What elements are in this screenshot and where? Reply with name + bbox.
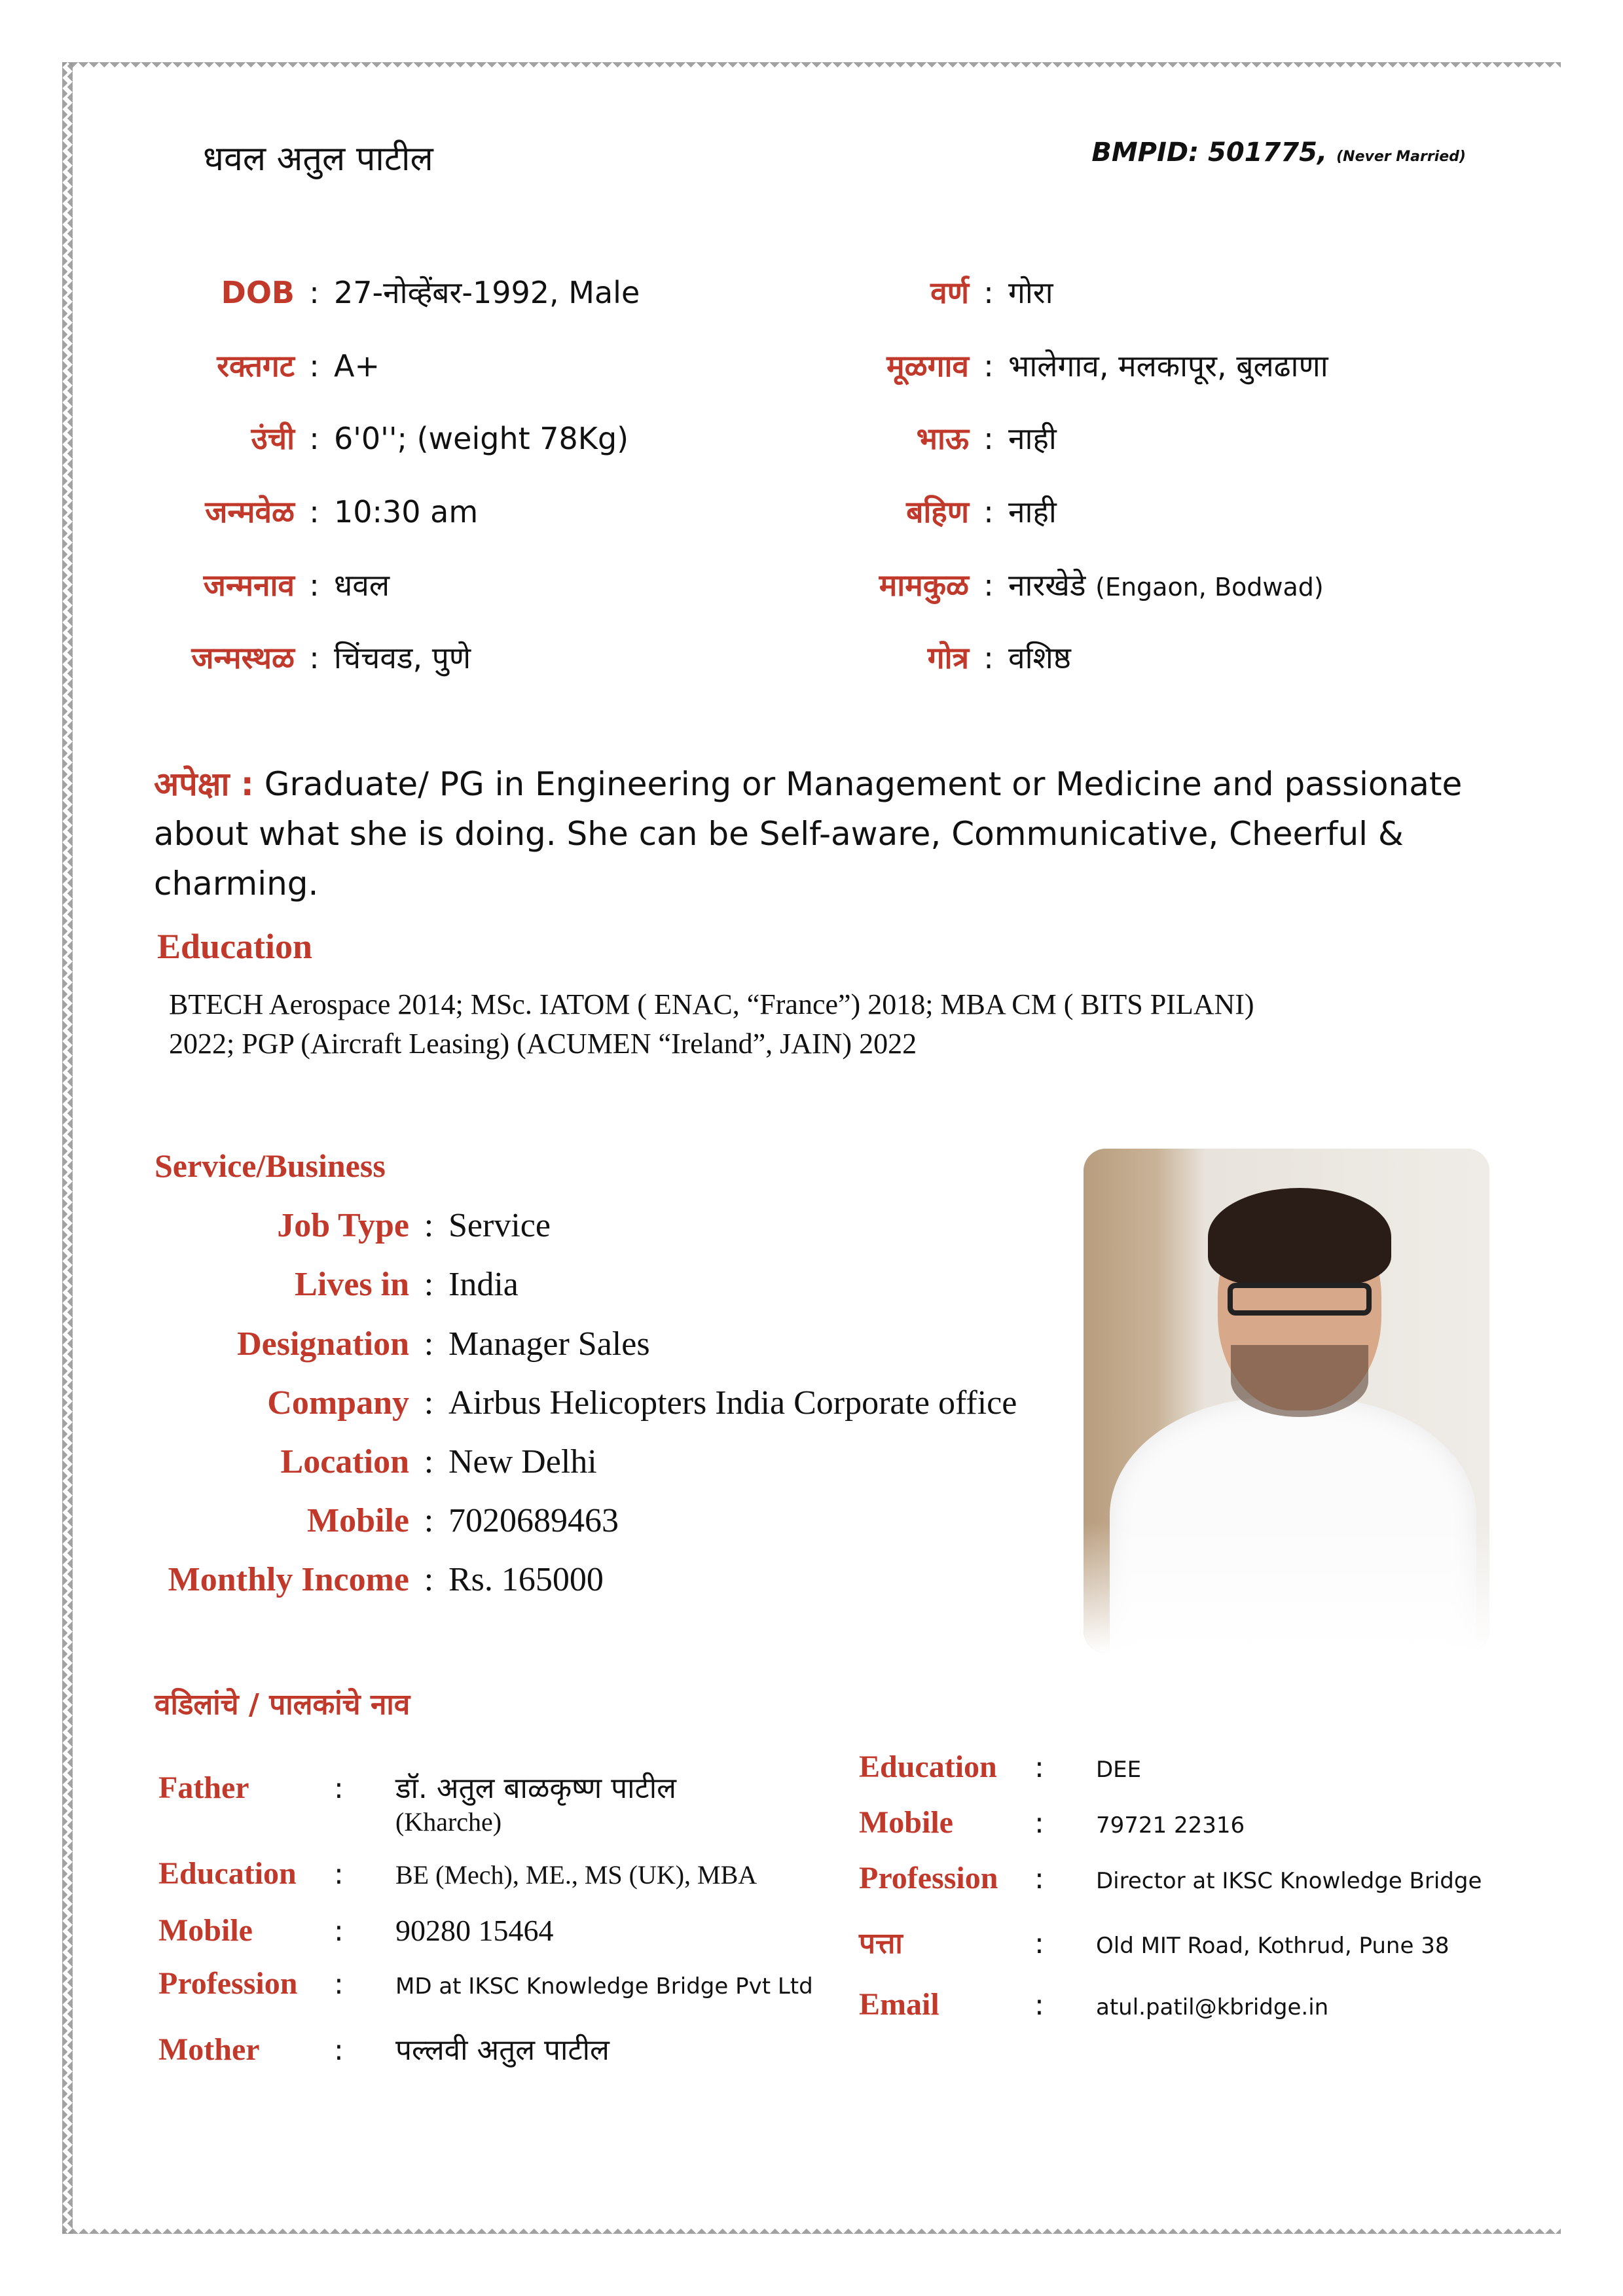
mother-education-row: [859, 1749, 1141, 1785]
father-surname-note: (Kharche): [395, 1807, 502, 1837]
sister-value: नाही: [1008, 494, 1057, 529]
separator: :: [983, 567, 994, 603]
father-education-label: Education: [158, 1856, 297, 1891]
complexion-label: वर्ण: [930, 275, 969, 310]
separator: :: [309, 640, 319, 675]
separator: :: [309, 567, 319, 603]
location-row: [0, 1443, 597, 1481]
service-heading: Service/Business: [155, 1147, 386, 1184]
separator: :: [983, 275, 994, 310]
job-type-label: Job Type: [277, 1207, 409, 1244]
sister-label: बहिण: [906, 494, 969, 529]
separator: :: [1034, 1988, 1044, 2022]
mobile-value: 7020689463: [448, 1502, 619, 1539]
photo-fade: [1084, 1522, 1489, 1653]
border-right: [62, 62, 73, 2234]
father-label: Father: [158, 1770, 249, 1805]
mother-value: पल्लवी अतुल पाटील: [395, 2034, 610, 2067]
birth-time-label: जन्मवेळ: [205, 494, 295, 529]
separator: :: [1034, 1927, 1044, 1960]
native-village-row: [0, 345, 1328, 386]
father-name: डॉ. अतुल बाळकृष्ण पाटील: [395, 1772, 676, 1805]
birth-place-label: जन्मस्थळ: [191, 640, 295, 675]
mother-education-label: Education: [859, 1749, 997, 1784]
education-details: [169, 985, 1465, 1064]
separator: :: [424, 1561, 434, 1598]
mobile-row: [0, 1501, 619, 1540]
job-type-row: [0, 1206, 551, 1245]
birth-place-value: चिंचवड, पुणे: [334, 640, 471, 675]
location-value: New Delhi: [448, 1443, 597, 1480]
complexion-value: गोरा: [1008, 275, 1053, 310]
photo-glasses: [1228, 1283, 1372, 1316]
address-label: पत्ता: [859, 1927, 903, 1960]
mother-mobile-value: 79721 22316: [1096, 1812, 1245, 1839]
photo-beard: [1231, 1345, 1368, 1417]
border-bottom: [62, 2223, 1561, 2234]
separator: :: [334, 1772, 344, 1805]
blood-group-label: रक्तगट: [217, 348, 295, 384]
bmpid-value: BMPID: 501775,: [1091, 137, 1328, 168]
company-value: Airbus Helicopters India Corporate office: [448, 1384, 1017, 1422]
mother-education-value: DEE: [1096, 1757, 1142, 1783]
father-row: [158, 1767, 676, 1837]
mother-profession-value: Director at IKSC Knowledge Bridge: [1096, 1868, 1482, 1894]
father-profession-row: [158, 1965, 813, 2001]
email-row: [859, 1986, 1328, 2022]
education-line-2: 2022; PGP (Aircraft Leasing) (ACUMEN “Ireland”, JAIN) 2022: [169, 1028, 917, 1060]
father-value: [395, 1767, 676, 1837]
lives-in-label: Lives in: [295, 1266, 409, 1303]
maternal-family-row: [0, 564, 1324, 605]
education-heading: Education: [157, 927, 313, 966]
father-profession-value: MD at IKSC Knowledge Bridge Pvt Ltd: [395, 1973, 813, 2000]
maternal-family-label: मामकुळ: [879, 567, 969, 603]
separator: :: [983, 421, 994, 456]
separator: :: [1034, 1862, 1044, 1895]
father-mobile-row: [158, 1912, 554, 1948]
dob-value: 27-नोव्हेंबर-1992, Male: [334, 275, 640, 310]
native-village-value: भालेगाव, मलकापूर, बुलढाणा: [1008, 348, 1328, 384]
separator: :: [424, 1266, 434, 1303]
sister-row: [0, 491, 1057, 531]
brother-value: नाही: [1008, 421, 1057, 456]
brother-label: भाऊ: [916, 421, 969, 456]
maternal-family-value: नारखेडे: [1008, 567, 1086, 603]
separator: :: [424, 1384, 434, 1422]
father-education-row: [158, 1856, 757, 1892]
height-label: उंची: [251, 421, 295, 456]
email-label: Email: [859, 1987, 939, 2022]
lives-in-value: India: [448, 1266, 519, 1303]
native-village-label: मूळगाव: [886, 348, 969, 384]
company-row: [0, 1384, 1017, 1422]
father-mobile-value: 90280 15464: [395, 1914, 554, 1947]
height-value: 6'0''; (weight 78Kg): [334, 421, 629, 456]
father-profession-label: Profession: [158, 1966, 298, 2001]
candidate-name: धवल अतुल पाटील: [203, 139, 433, 179]
monthly-income-row: [0, 1560, 604, 1599]
separator: :: [424, 1502, 434, 1539]
border-top: [62, 62, 1561, 73]
father-mobile-label: Mobile: [158, 1913, 253, 1948]
mother-row: [158, 2029, 610, 2068]
separator: :: [334, 1967, 344, 2001]
birth-name-label: जन्मनाव: [203, 567, 295, 603]
address-value: Old MIT Road, Kothrud, Pune 38: [1096, 1933, 1450, 1959]
marital-status: (Never Married): [1336, 149, 1466, 165]
monthly-income-value: Rs. 165000: [448, 1561, 604, 1598]
complexion-row: [0, 272, 1053, 312]
separator: :: [424, 1207, 434, 1244]
designation-label: Designation: [237, 1325, 409, 1363]
separator: :: [309, 275, 319, 310]
bmpid: [1091, 137, 1466, 168]
mobile-label: Mobile: [307, 1502, 409, 1539]
separator: :: [309, 494, 319, 529]
separator: :: [983, 640, 994, 675]
separator: :: [334, 1857, 344, 1891]
father-education-value: BE (Mech), ME., MS (UK), MBA: [395, 1860, 757, 1890]
mother-mobile-row: [859, 1804, 1245, 1840]
parents-heading: वडिलांचे / पालकांचे नाव: [155, 1688, 410, 1721]
address-row: [859, 1922, 1449, 1962]
birth-time-value: 10:30 am: [334, 494, 479, 529]
expectation-label: अपेक्षा :: [154, 765, 254, 803]
expectation-paragraph: [154, 759, 1483, 908]
separator: :: [1034, 1751, 1044, 1784]
dob-label: DOB: [221, 275, 295, 310]
gotra-row: [0, 637, 1071, 677]
education-line-1: BTECH Aerospace 2014; MSc. IATOM ( ENAC, “France”) 2018; MBA CM ( BITS PILANI): [169, 988, 1254, 1020]
email-value: atul.patil@kbridge.in: [1096, 1994, 1329, 2020]
separator: :: [983, 494, 994, 529]
separator: :: [334, 1914, 344, 1948]
separator: :: [1034, 1806, 1044, 1840]
mother-profession-row: [859, 1860, 1482, 1896]
separator: :: [309, 348, 319, 384]
separator: :: [334, 2034, 344, 2067]
separator: :: [424, 1443, 434, 1480]
maternal-family-place: (Engaon, Bodwad): [1095, 573, 1324, 601]
job-type-value: Service: [448, 1207, 551, 1244]
birth-name-value: धवल: [334, 567, 390, 603]
mother-profession-label: Profession: [859, 1861, 998, 1895]
lives-in-row: [0, 1265, 519, 1304]
separator: :: [983, 348, 994, 384]
separator: :: [424, 1325, 434, 1363]
brother-row: [0, 418, 1057, 458]
location-label: Location: [280, 1443, 409, 1480]
designation-row: [0, 1325, 650, 1363]
gotra-label: गोत्र: [927, 640, 969, 675]
designation-value: Manager Sales: [448, 1325, 650, 1363]
monthly-income-label: Monthly Income: [168, 1561, 409, 1598]
company-label: Company: [267, 1384, 409, 1422]
photo-hair: [1208, 1188, 1391, 1286]
expectation-text: Graduate/ PG in Engineering or Management or Medicine and passionate about what she is doing. She can be Self-aware, Communicative, Cheerful & charming.: [154, 765, 1463, 903]
mother-label: Mother: [158, 2032, 260, 2067]
gotra-value: वशिष्ठ: [1008, 640, 1071, 675]
blood-group-value: A+: [334, 348, 380, 384]
mother-mobile-label: Mobile: [859, 1805, 953, 1840]
separator: :: [309, 421, 319, 456]
profile-photo: [1084, 1149, 1489, 1653]
